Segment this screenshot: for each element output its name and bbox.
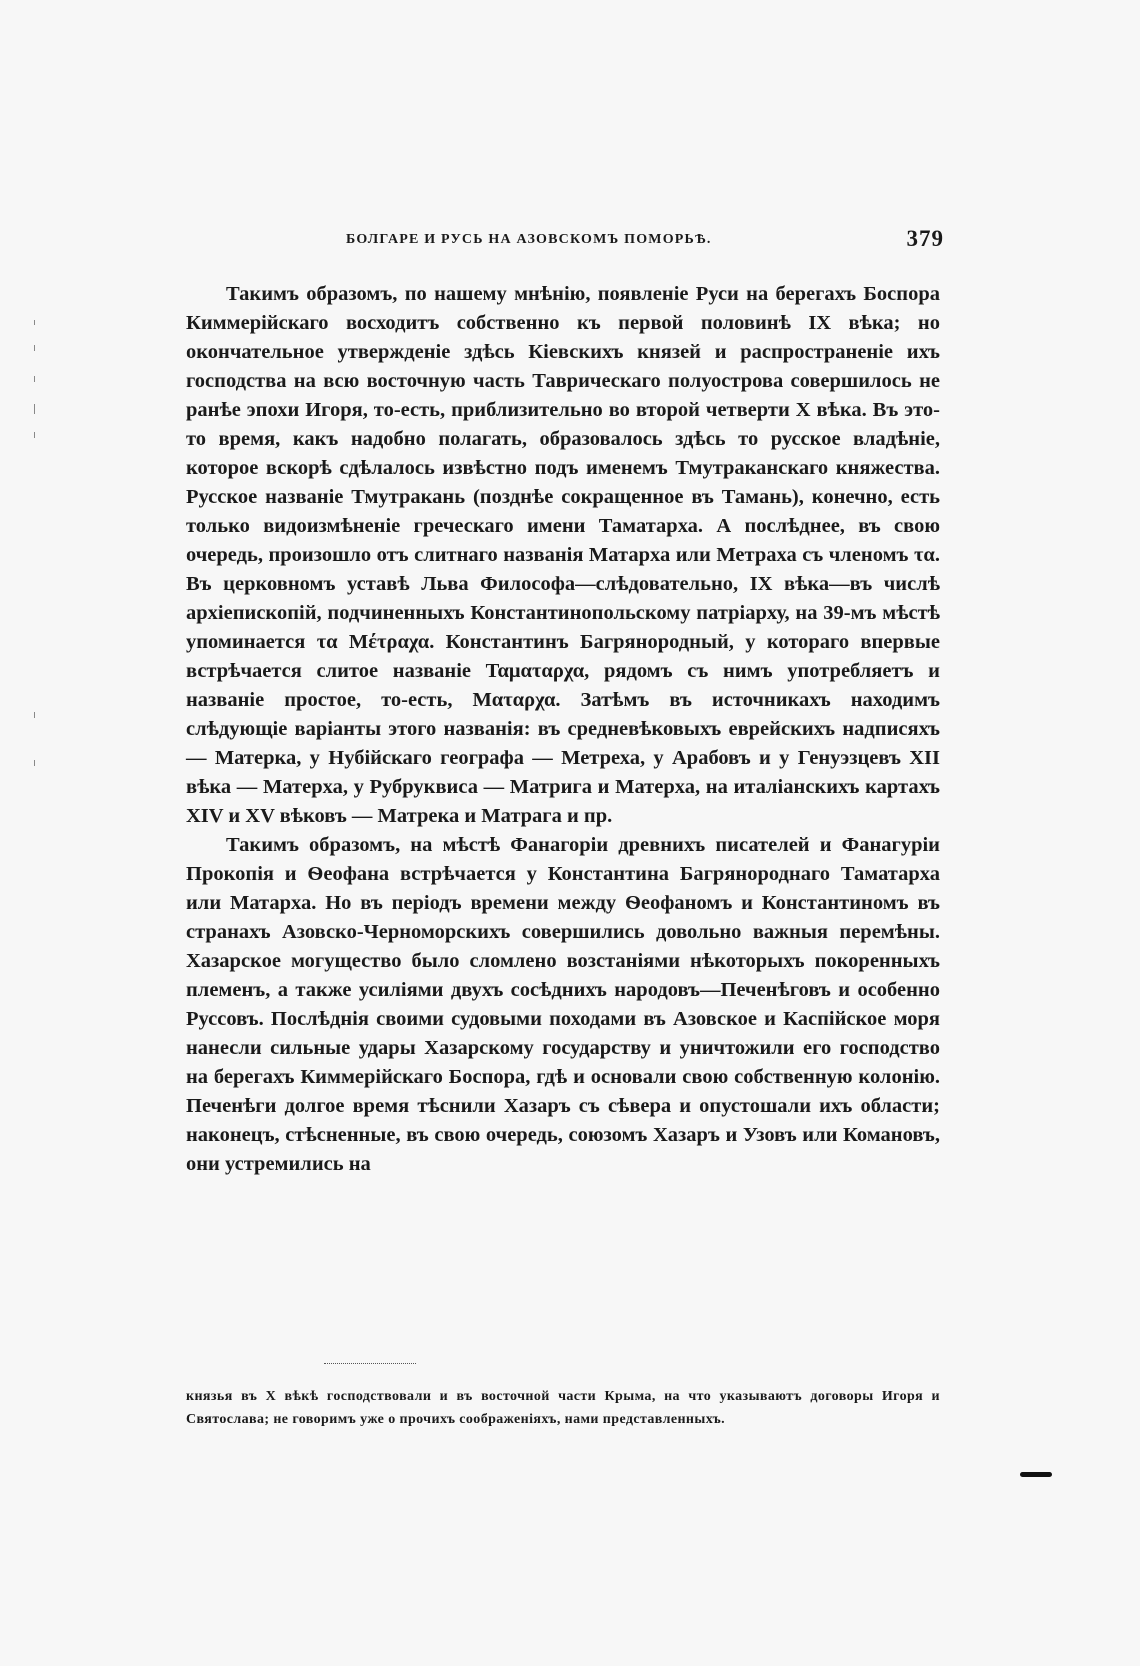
footnote-separator bbox=[324, 1363, 416, 1364]
margin-mark bbox=[34, 760, 35, 766]
paragraph-2: Такимъ образомъ, на мѣстѣ Фанагоріи древнихъ писателей и Фанагуріи Прокопія и Ѳеофана встрѣчается у Константина Багрянороднаго Таматарха или Матарха. Но въ періодъ времени между Ѳеофаномъ и Константиномъ въ странахъ Азовско-Черноморскихъ совершились довольно важныя перемѣны. Хазарское могущество было сломлено возстаніями нѣкоторыхъ покоренныхъ племенъ, а также усиліями двухъ сосѣднихъ народовъ—Печенѣговъ и особенно Руссовъ. Послѣднія своими судовыми походами въ Азовское и Каспійское моря нанесли сильные удары Хазарскому государству и уничтожили его господство на берегахъ Киммерійскаго Боспора, гдѣ и основали свою собственную колонію. Печенѣги долгое время тѣснили Хазаръ съ сѣвера и опустошали ихъ области; наконецъ, стѣсненные, въ свою очередь, союзомъ Хазаръ и Узовъ или Комановъ, они устремились на bbox=[186, 834, 940, 1175]
margin-mark bbox=[34, 432, 35, 438]
margin-mark bbox=[34, 345, 35, 351]
footnote: князья въ X вѣкѣ господствовали и въ восточной части Крыма, на что указываютъ договоры Игоря и Святослава; не говоримъ уже о прочихъ соображеніяхъ, нами представленныхъ. bbox=[186, 1389, 940, 1427]
margin-mark bbox=[34, 376, 35, 382]
page-header bbox=[346, 226, 944, 256]
page-number: 379 bbox=[906, 226, 944, 251]
running-head: БОЛГАРЕ И РУСЬ НА АЗОВСКОМЪ ПОМОРЬѢ. bbox=[346, 232, 712, 247]
margin-mark bbox=[34, 404, 35, 414]
margin-mark bbox=[34, 320, 35, 325]
main-text bbox=[186, 280, 940, 1179]
scan-edge-mark bbox=[1020, 1472, 1052, 1477]
margin-mark bbox=[34, 712, 35, 718]
paragraph-1: Такимъ образомъ, по нашему мнѣнію, появленіе Руси на берегахъ Боспора Киммерійскаго восходитъ собственно къ первой половинѣ IX вѣка; но окончательное утвержденіе здѣсь Кіевскихъ князей и распространеніе ихъ господства на всю восточную часть Таврическаго полуострова совершилось не ранѣе эпохи Игоря, то-есть, приблизительно во второй четверти X вѣка. Въ это-то время, какъ надобно полагать, образовалось здѣсь то русское владѣніе, которое вскорѣ сдѣлалось извѣстно подъ именемъ Тмутраканскаго княжества. Русское названіе Тмутракань (позднѣе сокращенное въ Тамань), конечно, есть только видоизмѣненіе греческаго имени Таматарха. А послѣднее, въ свою очередь, произошло отъ слитнаго названія Матарха или Метраха съ членомъ τα. Въ церковномъ уставѣ Льва Философа—слѣдовательно, IX вѣка—въ числѣ архіепископій, подчиненныхъ Константинопольскому патріарху, на 39-мъ мѣстѣ упоминается τα Μέτραχα. Константинъ Багрянородный, у котораго впервые встрѣчается слитое названіе Ταματαρχα, рядомъ съ нимъ употребляетъ и названіе простое, то-есть, Ματαρχα. Затѣмъ въ источникахъ находимъ слѣдующіе варіанты этого названія: въ средневѣковыхъ еврейскихъ надписяхъ — Матерка, у Нубійскаго географа — Метреха, у Арабовъ и у Генуэзцевъ XII вѣка — Матерха, у Рубруквиса — Матрига и Матерха, на италіанскихъ картахъ XIV и XV вѣковъ — Матрека и Матрага и пр. bbox=[186, 283, 940, 827]
